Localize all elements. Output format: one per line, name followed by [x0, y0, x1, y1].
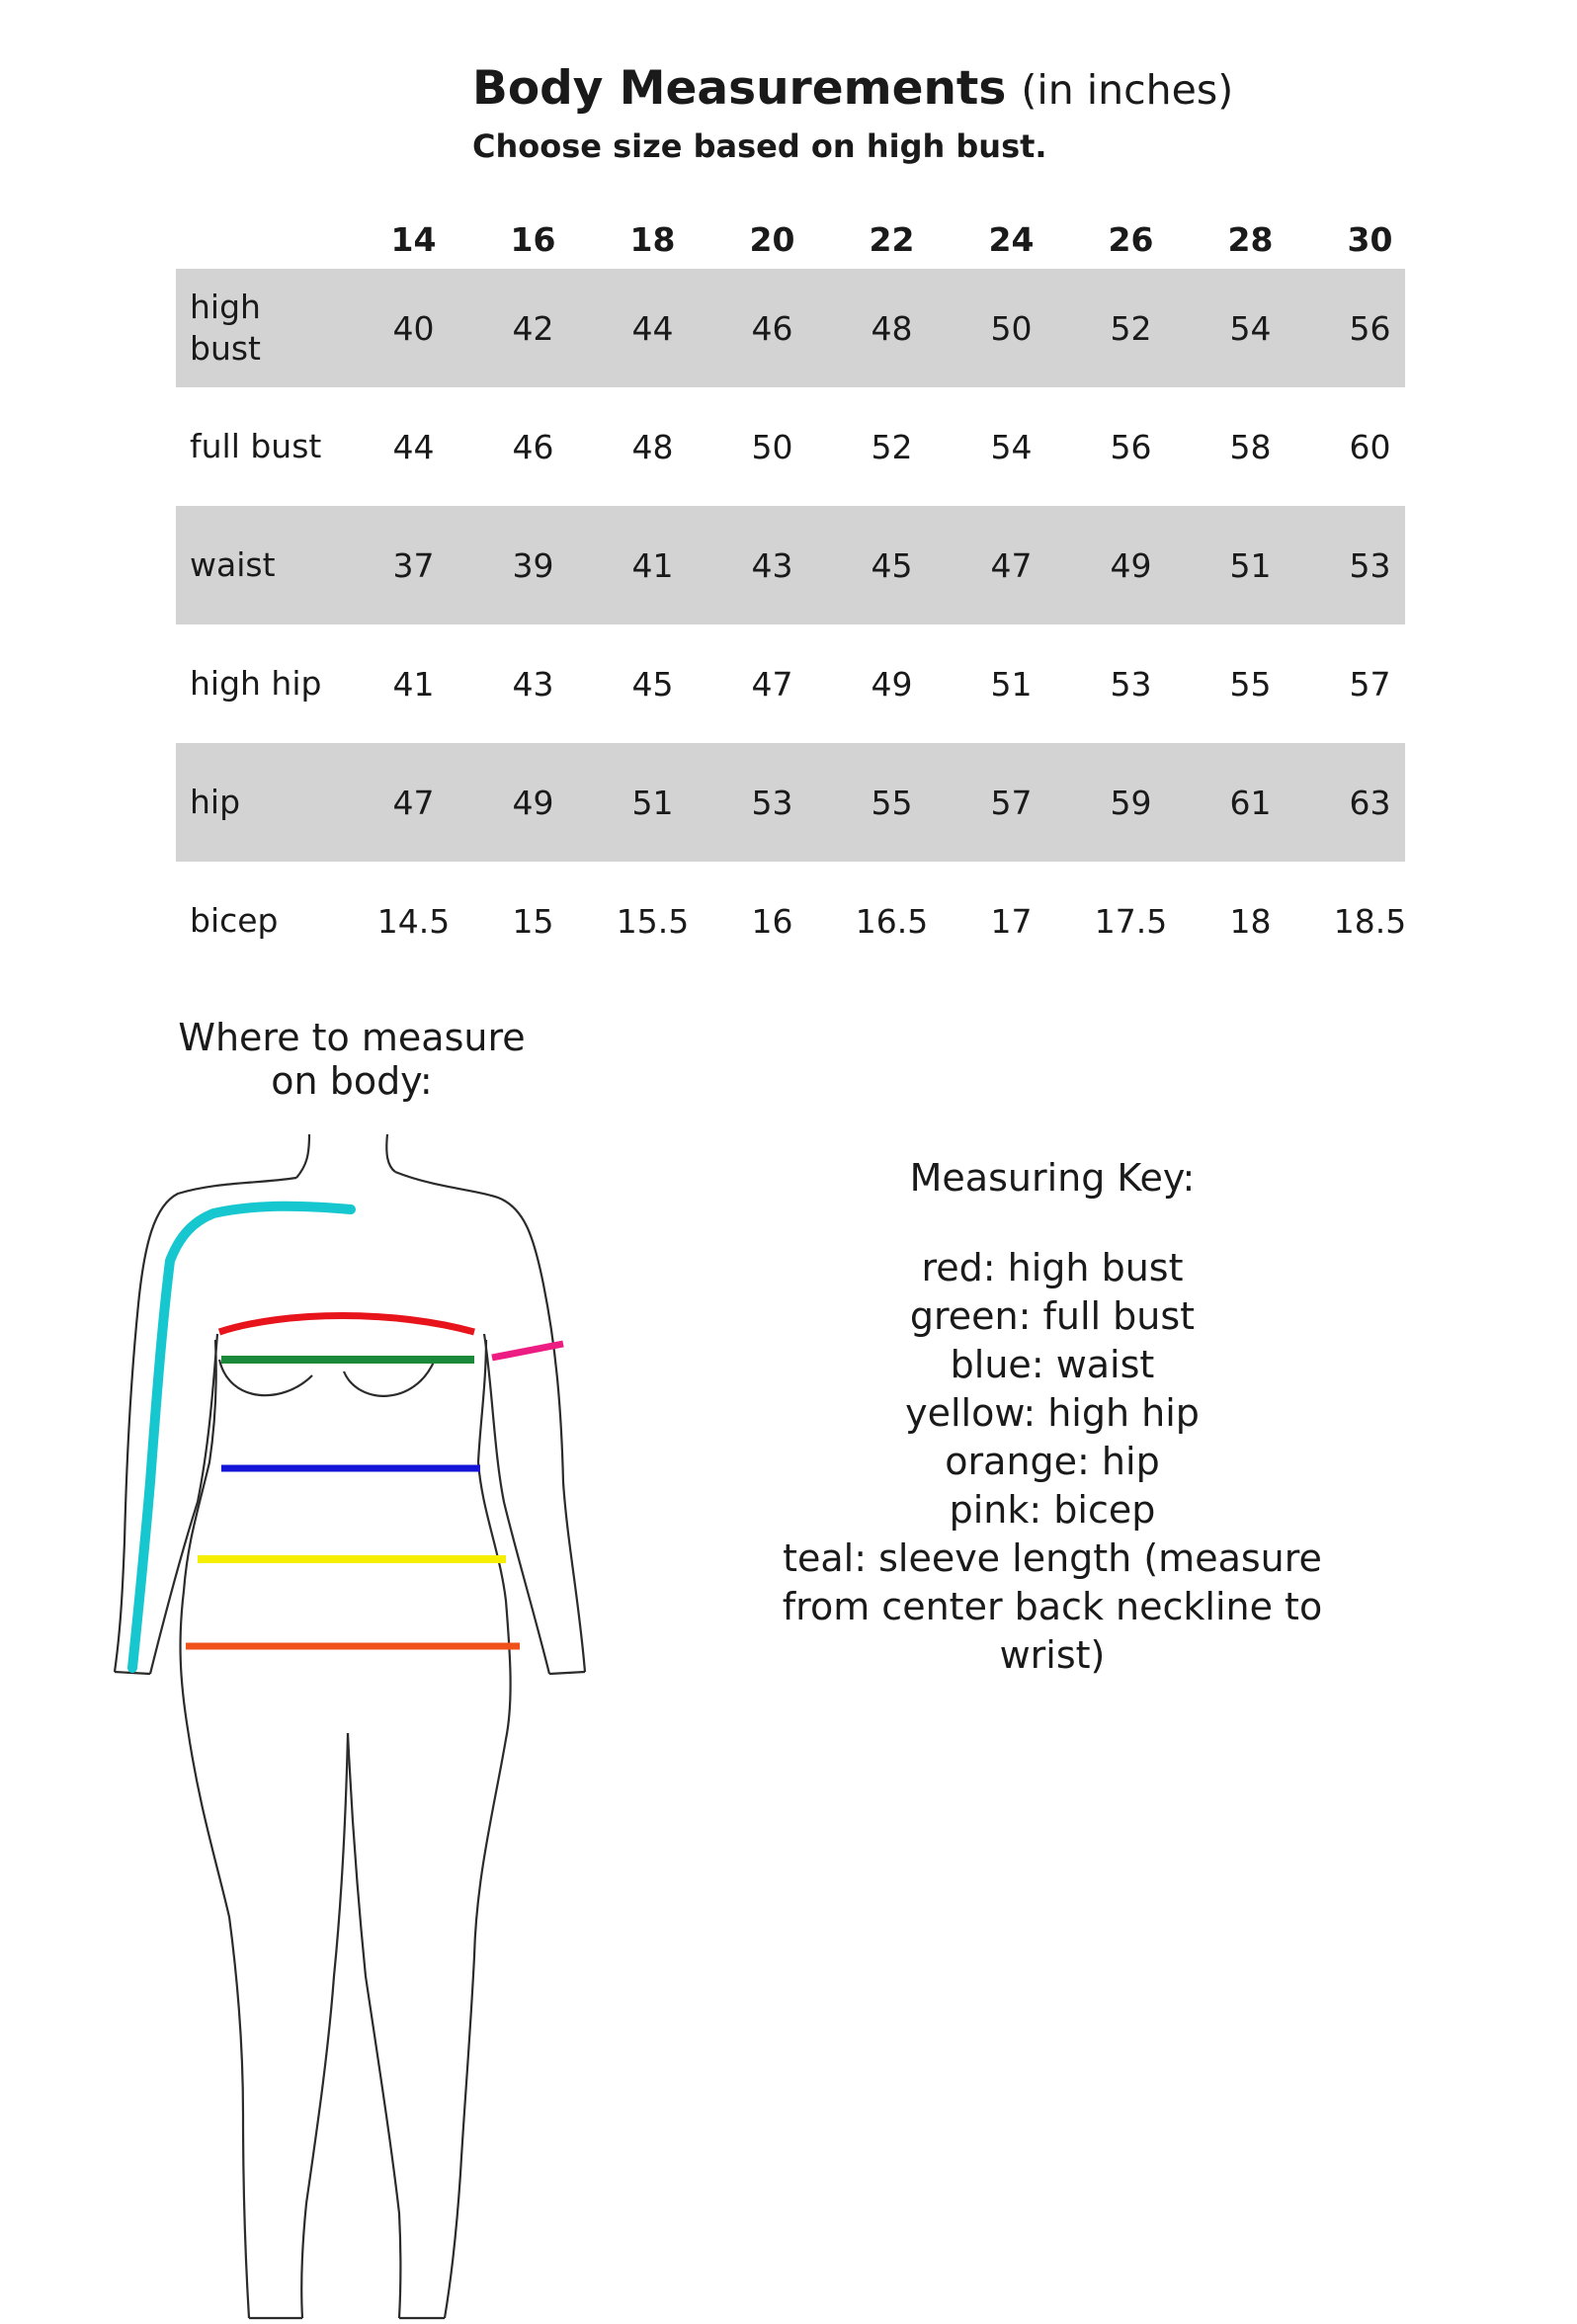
- body-figure: [99, 1126, 652, 2324]
- measurement-cell: 46: [751, 308, 793, 348]
- torso-left: [181, 1340, 249, 2318]
- measurement-cell: 44: [631, 308, 674, 348]
- size-header-cell: 24: [988, 219, 1035, 259]
- neck-left: [296, 1134, 309, 1178]
- measurement-cell: 14.5: [376, 901, 451, 941]
- measurement-cell: 58: [1229, 427, 1272, 466]
- sleeve-length-line: [132, 1206, 351, 1668]
- row-values: [354, 309, 1430, 348]
- size-header-cell: 26: [1108, 219, 1154, 259]
- right-leg-inner: [348, 1733, 401, 2318]
- size-table: [176, 209, 1405, 980]
- size-header-row: [176, 209, 1405, 269]
- row-values: [354, 665, 1430, 704]
- measurement-cell: 48: [871, 308, 913, 348]
- row-label: bicep: [190, 901, 279, 940]
- key-entry: wrist): [999, 1633, 1106, 1677]
- measurement-cell: 52: [1110, 308, 1152, 348]
- bust-curve-right: [344, 1360, 435, 1396]
- measurement-cell: 41: [631, 545, 674, 585]
- measurement-cell: 54: [1229, 308, 1272, 348]
- measurement-cell: 16: [751, 901, 793, 941]
- row-label: high hip: [190, 664, 322, 703]
- measurement-cell: 44: [392, 427, 435, 466]
- measurement-cell: 15: [512, 901, 554, 941]
- key-entry: red: high bust: [921, 1246, 1184, 1289]
- size-header-cell: 28: [1227, 219, 1274, 259]
- measurement-cell: 51: [631, 783, 674, 822]
- measurement-cell: 46: [512, 427, 554, 466]
- page-subtitle: Choose size based on high bust.: [472, 127, 1047, 165]
- key-entry: green: full bust: [909, 1294, 1196, 1338]
- measurement-cell: 52: [871, 427, 913, 466]
- diagram-caption-text: Where to measure on body:: [178, 1016, 526, 1103]
- size-header-cell: 20: [749, 219, 795, 259]
- table-body: [176, 269, 1405, 980]
- measurement-cell: 50: [751, 427, 793, 466]
- size-header-cell: 16: [510, 219, 556, 259]
- measurement-cell: 43: [512, 664, 554, 704]
- measurement-cell: 49: [1110, 545, 1152, 585]
- measurement-cell: 41: [392, 664, 435, 704]
- measurement-cell: 47: [392, 783, 435, 822]
- neck-right: [386, 1134, 395, 1172]
- left-leg-inner: [301, 1733, 348, 2318]
- measurement-cell: 15.5: [616, 901, 690, 941]
- title-unit: (in inches): [1021, 66, 1234, 114]
- measurement-cell: 53: [1349, 545, 1391, 585]
- measurement-cell: 48: [631, 427, 674, 466]
- measurement-cell: 47: [751, 664, 793, 704]
- measurement-cell: 47: [990, 545, 1033, 585]
- measurement-cell: 61: [1229, 783, 1272, 822]
- key-entry: from center back neckline to: [782, 1585, 1323, 1628]
- title-text: Body Measurements: [472, 61, 1007, 116]
- measurement-cell: 59: [1110, 783, 1152, 822]
- table-row: [176, 862, 1405, 980]
- size-header-cell: 18: [629, 219, 676, 259]
- high-bust-line: [219, 1316, 474, 1333]
- measurement-cell: 50: [990, 308, 1033, 348]
- body-outline: [115, 1134, 585, 2318]
- row-values: [354, 546, 1430, 585]
- measurement-cell: 60: [1349, 427, 1391, 466]
- measurement-cell: 55: [871, 783, 913, 822]
- measuring-key-entries: [761, 1244, 1344, 1680]
- table-row: [176, 269, 1405, 387]
- table-row: [176, 624, 1405, 743]
- key-entry: yellow: high hip: [905, 1391, 1200, 1435]
- row-values: [354, 902, 1430, 941]
- right-wrist: [549, 1672, 585, 1674]
- size-header-cells: [354, 220, 1430, 259]
- measurement-cell: 39: [512, 545, 554, 585]
- row-label: waist: [190, 545, 276, 584]
- measurement-cell: 53: [751, 783, 793, 822]
- measurement-cell: 42: [512, 308, 554, 348]
- measurement-cell: 56: [1349, 308, 1391, 348]
- size-header-cell: 22: [869, 219, 915, 259]
- key-entry: blue: waist: [950, 1343, 1155, 1386]
- key-entry: orange: hip: [945, 1440, 1160, 1483]
- row-values: [354, 428, 1430, 466]
- measurement-cell: 18: [1229, 901, 1272, 941]
- key-entry: pink: bicep: [949, 1488, 1156, 1532]
- bust-curve-left: [219, 1360, 312, 1395]
- measurement-cell: 56: [1110, 427, 1152, 466]
- measurement-cell: 51: [990, 664, 1033, 704]
- diagram-caption: [168, 1016, 536, 1103]
- row-label: high bust: [190, 288, 261, 368]
- table-row: [176, 506, 1405, 624]
- page-title: [472, 59, 1233, 120]
- measurement-cell: 40: [392, 308, 435, 348]
- measurement-cell: 17.5: [1094, 901, 1168, 941]
- measurement-cell: 57: [990, 783, 1033, 822]
- bicep-line: [492, 1344, 563, 1358]
- measurement-cell: 57: [1349, 664, 1391, 704]
- measurement-cell: 63: [1349, 783, 1391, 822]
- right-arm-inner: [484, 1334, 549, 1674]
- measurement-cell: 51: [1229, 545, 1272, 585]
- measurement-cell: 18.5: [1333, 901, 1407, 941]
- row-label: full bust: [190, 427, 322, 465]
- right-arm-outer: [395, 1172, 585, 1672]
- measuring-key: [761, 1154, 1344, 1680]
- table-row: [176, 387, 1405, 506]
- measurement-cell: 53: [1110, 664, 1152, 704]
- size-header-cell: 30: [1347, 219, 1393, 259]
- measurement-cell: 45: [871, 545, 913, 585]
- measurement-cell: 37: [392, 545, 435, 585]
- table-row: [176, 743, 1405, 862]
- measurement-cell: 49: [871, 664, 913, 704]
- key-entry: teal: sleeve length (measure: [783, 1536, 1322, 1580]
- row-values: [354, 784, 1430, 822]
- measurement-cell: 17: [990, 901, 1033, 941]
- row-label: hip: [190, 783, 241, 821]
- size-header-cell: 14: [390, 219, 437, 259]
- measurement-cell: 49: [512, 783, 554, 822]
- measurement-cell: 43: [751, 545, 793, 585]
- measurement-cell: 45: [631, 664, 674, 704]
- measurement-cell: 54: [990, 427, 1033, 466]
- measurement-cell: 16.5: [855, 901, 929, 941]
- measurement-cell: 55: [1229, 664, 1272, 704]
- measuring-key-title: Measuring Key:: [909, 1156, 1196, 1200]
